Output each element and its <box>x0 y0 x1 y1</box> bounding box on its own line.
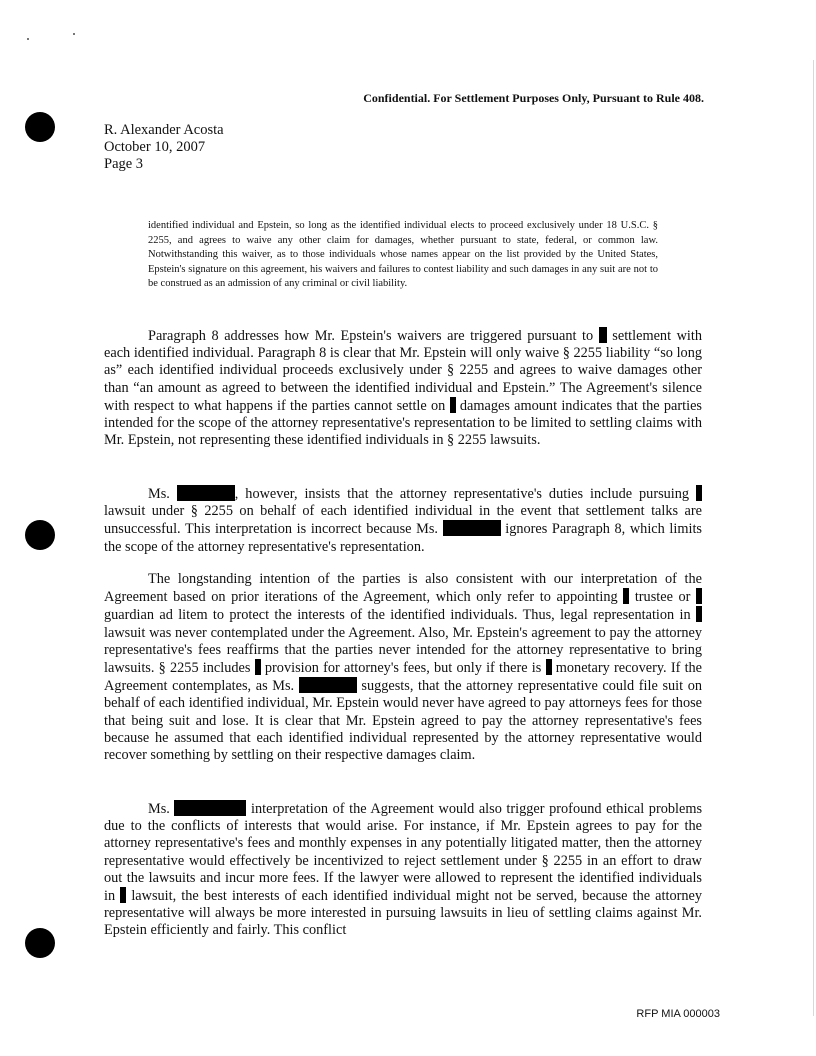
page-number: Page 3 <box>104 156 144 172</box>
redaction-box <box>255 659 261 675</box>
redaction-box <box>443 520 501 536</box>
paragraph-1 <box>104 327 702 449</box>
text: lawsuit was never contemplated under the Agreement. Also, Mr. Epstein's agreement to pay the attorney representative's fees reaffirms that the parties never intended for the attorney representative to bring lawsuits. § 2255 includes <box>104 624 702 677</box>
redaction-box <box>450 397 456 413</box>
redaction-box <box>174 800 246 816</box>
punch-hole <box>25 520 55 550</box>
text: lawsuit, the best interests of each identified individual might not be served, because the attorney representative will always be more interested in pursuing lawsuits in lieu of settling claims against Mr. Epstein efficiently and fairly. This conflict <box>104 888 702 939</box>
bates-number: RFP MIA 000003 <box>636 1008 720 1020</box>
redaction-box <box>177 485 235 501</box>
punch-hole <box>25 928 55 958</box>
redaction-box <box>546 659 552 675</box>
paragraph-3 <box>104 571 702 764</box>
redaction-box <box>696 588 702 604</box>
text: Ms. <box>148 801 170 817</box>
page-edge <box>813 60 814 1016</box>
redaction-box <box>299 677 357 693</box>
text: ignores Paragraph 8, which limits the scope of the attorney representative's representation. <box>104 521 702 555</box>
text: settlement with each identified individual. Paragraph 8 is clear that Mr. Epstein will only waive § 2255 liability “so long as” each identified individual proceeds exclusively under § 2255 and agrees to waive damages other than “an amount as agreed to between the identified individual and Epstein.” The Agreement's silence with respect to what happens if the parties cannot settle on <box>104 328 703 414</box>
redaction-box <box>696 485 702 501</box>
text: damages amount indicates that the parties intended for the scope of the attorney representative's representation to be limited to settling claims with Mr. Epstein, not representing these identified individuals in § 2255 lawsuits. <box>104 397 702 449</box>
confidential-header: Confidential. For Settlement Purposes Only, Pursuant to Rule 408. <box>363 91 704 105</box>
recipient-name: R. Alexander Acosta <box>104 122 224 138</box>
text: Paragraph 8 addresses how Mr. Epstein's waivers are triggered pursuant to <box>148 328 594 344</box>
text: provision for attorney's fees, but only if there is <box>264 660 542 677</box>
paragraph-4 <box>104 800 702 940</box>
text: suggests, that the attorney representative could file suit on behalf of each identified individual, Mr. Epstein would never have agreed to pay attorneys fees for those that being suit and lose. It is clear that Mr. Epstein agreed to pay the attorney representative's fees because he assumed that each identified individual represented by the attorney representative would recover something by settling on their respective damages claim. <box>104 678 703 764</box>
address-block <box>104 122 224 173</box>
scan-speck <box>27 38 29 40</box>
paragraph-2 <box>104 485 702 556</box>
text: , however, insists that the attorney representative's duties include pursuing <box>234 486 690 502</box>
text: guardian ad litem to protect the interests of the identified individuals. Thus, legal representation in <box>104 607 691 624</box>
text: lawsuit under § 2255 on behalf of each identified individual in the event that settlement talks are unsuccessful. This interpretation is incorrect because Ms. <box>104 503 702 538</box>
text: The longstanding intention of the parties is also consistent with our interpretation of the Agreement based on prior iterations of the Agreement, which only refer to appointing <box>104 571 702 606</box>
text: trustee or <box>634 589 691 606</box>
letter-date: October 10, 2007 <box>104 139 206 155</box>
text: monetary recovery. If the Agreement contemplates, as Ms. <box>104 660 703 695</box>
redaction-box <box>120 887 126 903</box>
redaction-box <box>599 327 607 343</box>
block-quote: identified individual and Epstein, so long as the identified individual elects to proceed exclusively under 18 U.S.C. § 2255, and agrees to waive any other claim for damages, whether pursuant to state, federal, or common law. Notwithstanding this waiver, as to those individuals whose names appear on the list provided by the United States, Epstein's signature on this agreement, his waivers and failures to contest liability and such damages in any suit are not to be construed as an admission of any criminal or civil liability. <box>148 220 658 290</box>
text: interpretation of the Agreement would also trigger profound ethical problems due to the conflicts of interests that would arise. For instance, if Mr. Epstein agrees to pay for the attorney representative's fees and monthly expenses in any potentially litigated matter, then the attorney representative would effectively be incentivized to reject settlement under § 2255 in an effort to draw out the lawsuits and incur more fees. If the lawyer were allowed to represent the identified individuals in <box>104 801 703 905</box>
redaction-box <box>623 588 629 604</box>
redaction-box <box>696 606 702 622</box>
punch-hole <box>25 112 55 142</box>
scan-speck <box>73 33 75 35</box>
text: Ms. <box>148 486 170 502</box>
